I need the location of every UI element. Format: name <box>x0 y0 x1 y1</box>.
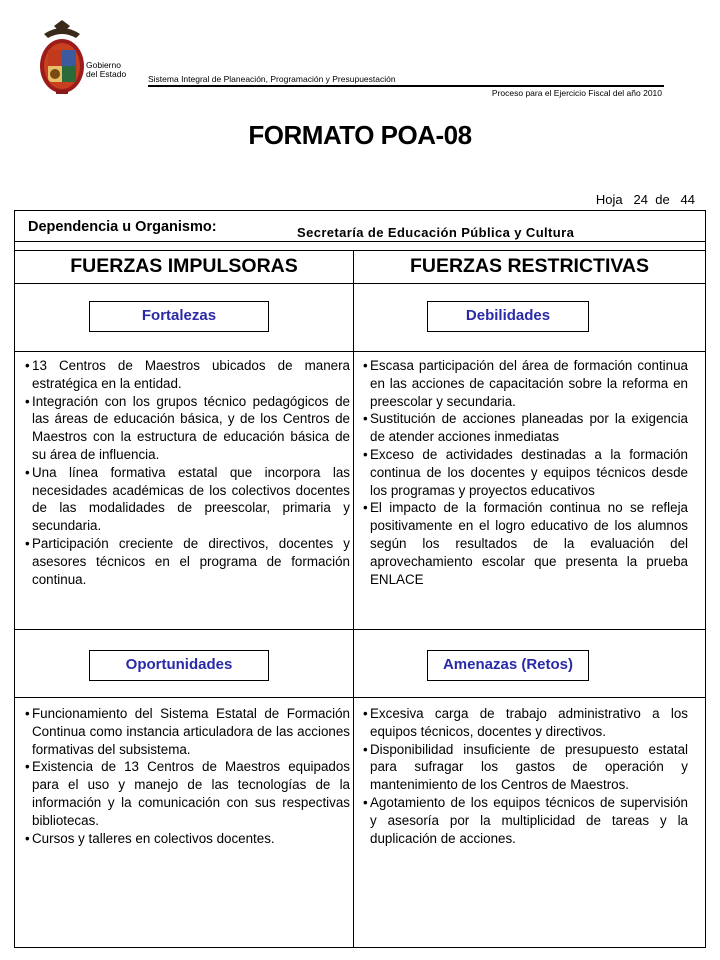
debilidades-cell <box>363 357 688 588</box>
list-item: • Escasa participación del área de formación continua en las acciones de capacitación sobre la reforma en preescolar y secundaria. <box>363 357 688 410</box>
document-title: FORMATO POA-08 <box>248 120 472 150</box>
row-divider <box>15 241 705 242</box>
header-fuerzas-restrictivas: FUERZAS RESTRICTIVAS <box>409 255 650 277</box>
list-item: • Existencia de 13 Centros de Maestros equipados para el uso y manejo de las tecnologías de la información y la comunicación con sus respectivas bibliotecas. <box>25 758 350 829</box>
row-divider <box>15 697 705 698</box>
list-item: • Excesiva carga de trabajo administrativo a los equipos técnicos, docentes y directivos. <box>363 705 688 741</box>
page-indicator <box>596 192 695 207</box>
poa-table <box>14 210 706 948</box>
row-divider <box>15 629 705 630</box>
dependency-value: Secretaría de Educación Pública y Cultura <box>297 225 575 240</box>
list-item: • Disponibilidad insuficiente de presupuesto estatal para sufragar los gastos de operación y mantenimiento de los Centros de Maestros. <box>363 741 688 794</box>
debilidades-label: Debilidades <box>427 301 589 332</box>
header-rule <box>148 85 664 87</box>
page-total: 44 <box>680 192 695 207</box>
header-fuerzas-impulsoras: FUERZAS IMPULSORAS <box>70 255 298 277</box>
list-item: • Agotamiento de los equipos técnicos de supervisión y asesoría por la multiplicidad de tareas y la duplicación de acciones. <box>363 794 688 847</box>
list-item: • Cursos y talleres en colectivos docentes. <box>25 830 350 848</box>
page-current: 24 <box>633 192 648 207</box>
amenazas-label: Amenazas (Retos) <box>427 650 589 681</box>
list-item: • Participación creciente de directivos, docentes y asesores técnicos en el programa de formación continua. <box>25 535 350 588</box>
list-item: • Una línea formativa estatal que incorpora las necesidades académicas de los colectivos docentes de las modalidades de preescolar, primaria y secundaria. <box>25 464 350 535</box>
fortalezas-label: Fortalezas <box>89 301 269 332</box>
list-item: • Integración con los grupos técnico pedagógicos de las áreas de educación básica, y de los Centros de Maestros con la estructura de educación básica de su área de influencia. <box>25 393 350 464</box>
column-divider <box>353 250 354 947</box>
list-item: • El impacto de la formación continua no se refleja positivamente en el logro educativo de los alumnos según los resultados de la evaluación del aprovechamiento escolar que presenta la prueba ENLACE <box>363 499 688 588</box>
row-divider <box>15 283 705 284</box>
dependency-label: Dependencia u Organismo: <box>28 219 217 235</box>
list-item: • Exceso de actividades destinadas a la formación continua de los docentes y equipos técnicos desde los programas y proyectos educativos <box>363 446 688 499</box>
list-item: • Sustitución de acciones planeadas por la exigencia de atender acciones inmediatas <box>363 410 688 446</box>
dependency-row <box>15 211 705 241</box>
gov-line-1: Gobierno <box>86 60 121 70</box>
list-item: • Funcionamiento del Sistema Estatal de Formación Continua como instancia articuladora de las acciones formativas del subsistema. <box>25 705 350 758</box>
state-seal-logo <box>36 20 88 98</box>
gov-line-2: del Estado <box>86 69 127 79</box>
fortalezas-cell <box>25 357 350 588</box>
page-label: Hoja <box>595 192 623 207</box>
row-divider <box>15 351 705 352</box>
government-label <box>86 61 126 79</box>
oportunidades-cell <box>25 705 350 847</box>
oportunidades-label: Oportunidades <box>89 650 269 681</box>
system-name: Sistema Integral de Planeación, Programación y Presupuestación <box>148 74 396 84</box>
amenazas-cell <box>363 705 688 847</box>
process-label: Proceso para el Ejercicio Fiscal del año 2010 <box>491 88 662 98</box>
list-item: • 13 Centros de Maestros ubicados de manera estratégica en la entidad. <box>25 357 350 393</box>
page-of-label: de <box>655 192 670 207</box>
